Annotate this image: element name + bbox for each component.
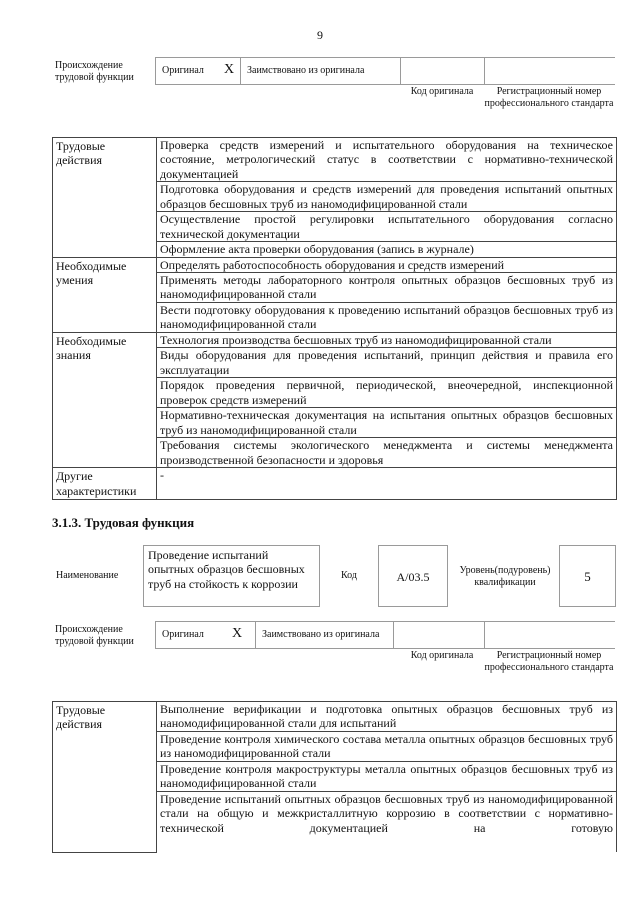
table-cell: Осуществление простой регулировки испытательного оборудования согласно технической документации [157,212,617,242]
section-label: Другие характеристики [53,468,157,500]
table-cell: Определять работоспособность оборудования и средств измерений [157,257,617,272]
origin-label: Происхождение трудовой функции [55,60,134,83]
table-cell: Проведение испытаний опытных образцов бесшовных труб из наномодифицированной стали на общую и межкристаллитную коррозию в соответствии с нормативно-технической документацией на готовую [157,792,617,853]
table-cell: - [157,468,617,500]
function-level-value: 5 [559,545,616,607]
table-cell: Вести подготовку оборудования к проведению испытаний образцов бесшовных труб из наномодифицированной стали [157,303,617,333]
table-cell: Проведение контроля химического состава металла опытных образцов бесшовных труб из наномодифицированной стали [157,732,617,762]
origin-mark: X [232,626,243,641]
origin-code-caption: Код оригинала [410,650,474,661]
table-cell: Применять методы лабораторного контроля опытных образцов бесшовных труб из наномодифицированной стали [157,273,617,303]
function-code-value: A/03.5 [378,545,448,607]
origin-borrowed: Заимствовано из оригинала [247,65,365,76]
table-cell: Проведение контроля макроструктуры металла опытных образцов бесшовных труб из наномодифицированной стали [157,762,617,792]
table-cell: Порядок проведения первичной, периодической, внеочередной, инспекционной проверок средств измерений [157,378,617,408]
table-cell: Выполнение верификации и подготовка опытных образцов бесшовных труб из наномодифицированной стали для испытаний [157,702,617,732]
table-cell: Оформление акта проверки оборудования (запись в журнале) [157,242,617,257]
table-cell: Подготовка оборудования и средств измерений для проведения испытаний опытных образцов бесшовных труб из наномодифицированной стали [157,182,617,212]
function-level-label: Уровень(подуровень) квалификации [459,565,551,588]
function-code-label: Код [341,570,357,581]
table-cell: Нормативно-техническая документация на испытания опытных образцов бесшовных труб из наномодифицированной стали [157,408,617,438]
table-cell: Технология производства бесшовных труб из наномодифицированной стали [157,333,617,348]
origin-original: Оригинал [162,629,204,640]
function-name-value: Проведение испытаний опытных образцов бесшовных труб на стойкость к коррозии [143,545,320,607]
function-name-label: Наименование [56,570,119,581]
table-cell: Виды оборудования для проведения испытаний, принцип действия и правила его эксплуатации [157,348,617,378]
table-cell: Требования системы экологического менеджмента и системы менеджмента производственной безопасности и здоровья [157,438,617,468]
origin-row [155,621,615,649]
section-label: Необходимые знания [53,333,157,468]
labor-function-table-1 [52,137,617,500]
page-number: 9 [317,28,323,42]
origin-row [155,57,615,85]
labor-function-table-2 [52,701,617,853]
origin-code-caption: Код оригинала [410,86,474,97]
origin-reg-caption: Регистрационный номер профессионального стандарта [484,86,614,109]
section-heading: 3.1.3. Трудовая функция [52,515,195,530]
section-label: Трудовые действия [53,138,157,258]
table-cell: Проверка средств измерений и испытательного оборудования на техническое состояние, метрологический статус в соответствии с нормативно-технической документацией [157,138,617,182]
origin-borrowed: Заимствовано из оригинала [262,629,380,640]
origin-original: Оригинал [162,65,204,76]
section-label: Необходимые умения [53,257,157,332]
origin-reg-caption: Регистрационный номер профессионального стандарта [484,650,614,673]
origin-label: Происхождение трудовой функции [55,624,134,647]
origin-mark: X [224,62,235,77]
section-label: Трудовые действия [53,702,157,853]
